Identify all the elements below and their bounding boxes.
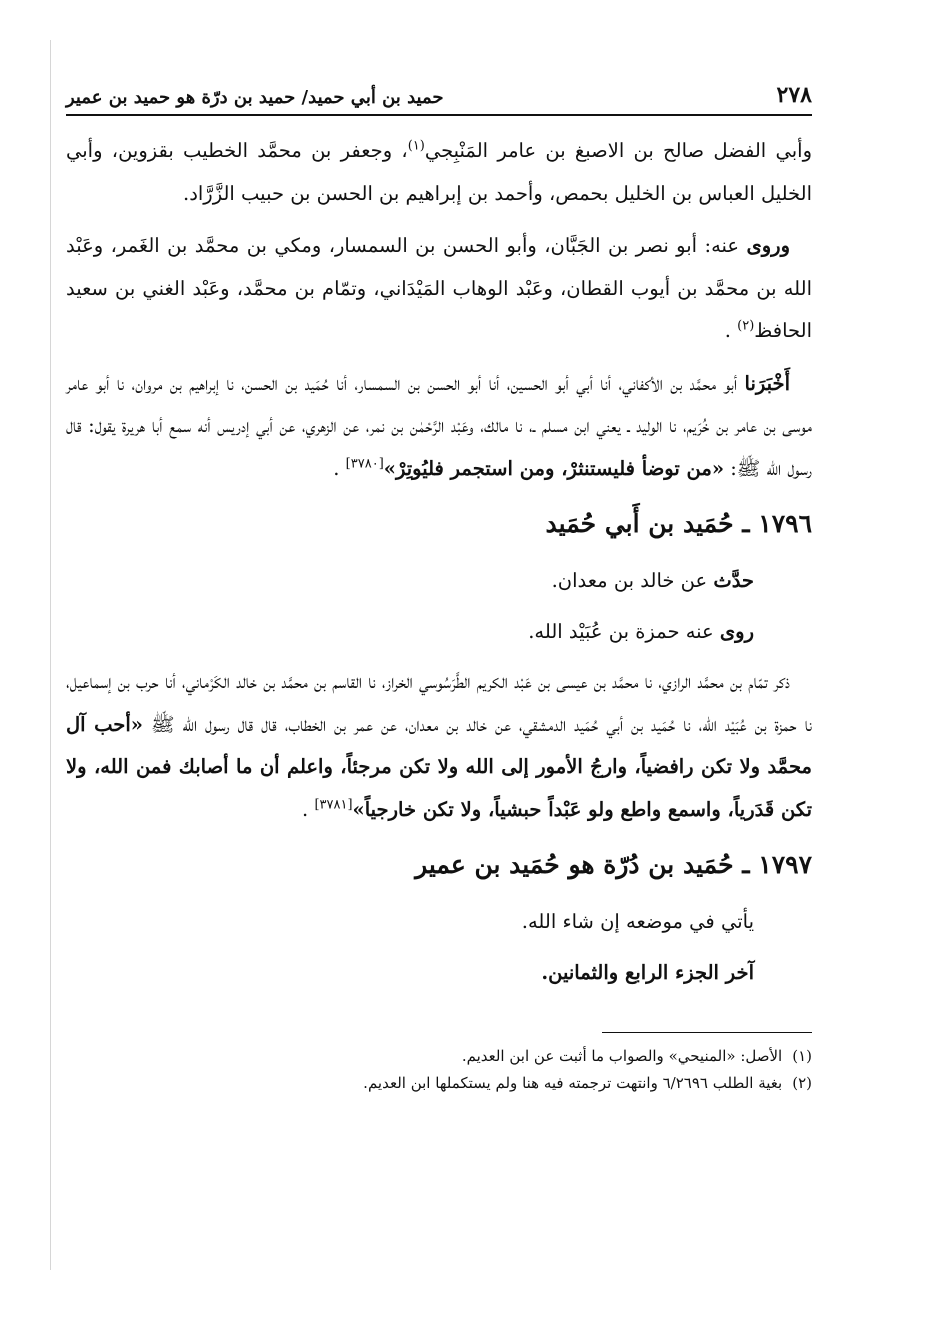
paragraph-text: ، وجعفر بن محمَّد الخطيب بقزوين، وأبي الخليل العباس بن الخليل بحمص، وأحمد بن إبراهيم بن الحسن بن حبيب الزَّرَّاد. (66, 139, 812, 205)
gutter-line (50, 40, 51, 1270)
footnote-ref-2: (٢) (737, 318, 755, 334)
running-head: حميد بن أبي حميد/ حميد بن درّة هو حميد بن عمير (66, 87, 444, 108)
paragraph-isnad-1 (66, 363, 812, 491)
entry-heading-1796: ١٧٩٦ ـ حُمَيد بن أَبي حُمَيد (545, 509, 812, 538)
footnote-separator (602, 1032, 812, 1033)
hadith-text: «من توضأ فليستنثرْ، ومن استجمر فليُوتِرْ» (383, 456, 725, 480)
footnote-text: بغية الطلب ٦/٢٦٩٦ وانتهت ترجمته فيه هنا ولم يستكملها ابن العديم. (363, 1074, 783, 1092)
line-text: عن خالد بن معدان. (551, 569, 708, 592)
line-end-of-part: آخر الجزء الرابع والثمانين. (541, 960, 754, 984)
line-text: عنه حمزة بن عُبَيْد الله. (528, 619, 714, 643)
keyword-akhbarana: أَخْبَرَنا (744, 371, 790, 395)
footnote-text: الأصل: «المنيحي» والصواب ما أثبت عن ابن العديم. (461, 1047, 783, 1065)
footnote-2 (66, 1070, 812, 1097)
paragraph-isnad-2 (66, 661, 812, 831)
line-haddatha (66, 560, 812, 603)
footnotes (66, 1043, 812, 1097)
page-header (66, 72, 812, 116)
keyword-haddatha: حدَّث (713, 569, 754, 592)
page-body (66, 130, 812, 994)
line-rawa (66, 611, 812, 654)
line-cross-reference: يأتي في موضعه إن شاء الله. (521, 910, 754, 933)
hadith-number: [٣٧٨١] (314, 797, 353, 812)
page-number: ٢٧٨ (776, 82, 812, 108)
hadith-text: «أحب آل محمَّد ولا تكن رافضياً، وارجُ الأمور إلى الله ولا تكن مرجئاً، واعلم أن ما أصابك فمن الله، ولا تكن قَدَرياً، واسمع واطع ولو عَبْداً حبشياً، ولا تكن خارجياً» (66, 712, 812, 821)
entry-heading-1797: ١٧٩٧ ـ حُمَيد بن دُرّة هو حُمَيد بن عمير (415, 850, 812, 879)
paragraph-end: . (302, 797, 309, 821)
footnote-number: (١) (792, 1047, 812, 1065)
paragraph-end: . (724, 319, 731, 342)
paragraph-text: أبو محمَّد بن الأكفاني، أنا أبي أبو الحسين، أنا أبو الحسن بن السمسار، أنا حُمَيد بن الحسن، نا إبراهيم بن مروان، نا أبو عامر موسى بن عامر بن خُرَيم، نا الوليد ـ يعني ابن مسلم ـ، نا مالك، وعَبْد الرَّحْمٰن بن نمر، عن الزهري، عن أبي إدريس أنه سمع أبا هريرة يقول: قال رسول الله ﷺ: (66, 371, 812, 480)
keyword-rawa: روى (719, 619, 754, 643)
keyword-rawa: وروى (746, 234, 790, 257)
paragraph-text: عنه: أبو نصر بن الجَبَّان، وأبو الحسن بن السمسار، ومكي بن محمَّد بن الغَمر، وعَبْد الله بن محمَّد بن أيوب القطان، وعَبْد الوهاب المَيْدَاني، وتمّام بن محمَّد، وعَبْد الغني بن سعيد الحافظ (66, 234, 812, 342)
book-page (66, 72, 812, 1302)
paragraph-end: . (333, 456, 340, 480)
footnote-1 (66, 1043, 812, 1070)
footnote-number: (٢) (792, 1074, 812, 1092)
paragraph-teachers-continued (66, 130, 812, 215)
paragraph-text: ذكر تمّام بن محمَّد الرازي، نا محمَّد بن عيسى بن عَبْد الكريم الطَّرَسُوسي الخراز، نا القاسم بن محمَّد بن خالد الكَرْماني، أنا حرب بن إسماعيل، نا حمزة بن عُبَيْد الله، نا حُمَيد بن أبي حُمَيد الدمشقي، عن خالد بن معدان، عن عمر بن الخطاب، قال قال رسول الله ﷺ (66, 670, 812, 736)
hadith-number: [٣٧٨٠] (345, 456, 384, 471)
paragraph-narrators (66, 225, 812, 353)
paragraph-text: وأبي الفضل صالح بن الاصبغ بن عامر المَنْبِجي (424, 139, 812, 162)
footnote-ref-1: (١) (407, 138, 425, 154)
